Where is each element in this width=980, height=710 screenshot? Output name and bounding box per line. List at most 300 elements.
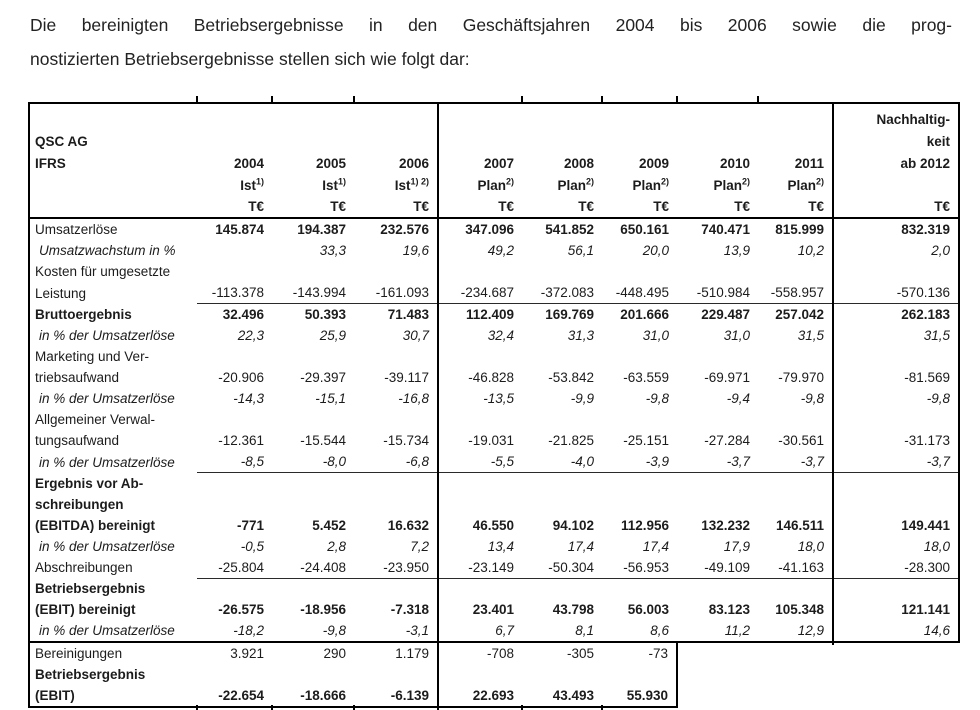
header-cell xyxy=(272,130,354,152)
header-kind xyxy=(197,174,272,196)
value-cell: -19.031 xyxy=(438,430,522,451)
value-cell: 32,4 xyxy=(438,325,522,346)
value-cell: -20.906 xyxy=(218,370,264,385)
value-cell xyxy=(522,578,602,599)
value-cell: 46.550 xyxy=(438,515,522,536)
value-cell: -25.151 xyxy=(623,433,669,448)
value-cell: 1.179 xyxy=(395,646,429,661)
table-row xyxy=(29,240,959,261)
main-table xyxy=(28,102,960,643)
value-cell: 290 xyxy=(323,646,346,661)
value-cell: -18,2 xyxy=(233,623,264,638)
value-cell: -30.561 xyxy=(778,433,824,448)
header-cell xyxy=(197,130,272,152)
value-cell xyxy=(354,409,438,430)
header-unit: T€ xyxy=(248,199,264,214)
value-cell: 229.487 xyxy=(701,307,750,322)
header-unit xyxy=(29,196,197,218)
table-row xyxy=(29,685,677,707)
value-cell xyxy=(833,346,959,367)
row-label: Bereinigungen xyxy=(35,646,123,661)
value-cell xyxy=(522,473,602,494)
value-cell: -31.173 xyxy=(833,430,959,451)
value-cell xyxy=(272,473,354,494)
value-cell: -9,8 xyxy=(833,388,959,409)
value-cell: 33,3 xyxy=(319,243,346,258)
value-cell: -79.970 xyxy=(778,370,824,385)
value-cell xyxy=(522,664,602,685)
value-cell: 5.452 xyxy=(312,517,346,533)
value-cell xyxy=(522,346,602,367)
footnote-marker: 2) xyxy=(741,176,750,187)
value-cell: 18,0 xyxy=(833,536,959,557)
value-cell xyxy=(833,409,959,430)
gridline-tick xyxy=(353,705,355,710)
value-cell xyxy=(677,578,758,599)
value-cell xyxy=(272,261,354,282)
value-cell: -558.957 xyxy=(758,282,833,304)
header-unit: T€ xyxy=(808,199,824,214)
value-cell: 23.401 xyxy=(438,599,522,620)
value-cell: 149.441 xyxy=(833,515,959,536)
value-cell: 257.042 xyxy=(775,307,824,322)
header-unit: T€ xyxy=(734,199,750,214)
value-cell: -6.139 xyxy=(390,688,429,703)
row-label: triebsaufwand xyxy=(35,370,120,385)
header-cell xyxy=(354,130,438,152)
header-row xyxy=(29,152,959,174)
value-cell: -15.734 xyxy=(383,433,429,448)
header-year: 2008 xyxy=(563,156,594,171)
value-cell xyxy=(677,473,758,494)
row-label: Kosten für umgesetzte xyxy=(35,264,171,279)
value-cell: 71.483 xyxy=(387,307,429,322)
value-cell: 13,9 xyxy=(723,243,750,258)
row-label: Allgemeiner Verwal- xyxy=(35,412,156,427)
value-cell: -510.984 xyxy=(677,282,758,304)
value-cell: 232.576 xyxy=(380,222,429,237)
table-row xyxy=(29,282,959,304)
value-cell: -7.318 xyxy=(390,602,429,617)
value-cell: -5,5 xyxy=(438,451,522,473)
header-year: 2005 xyxy=(315,156,346,171)
value-cell: -0,5 xyxy=(240,538,264,554)
value-cell: 17,4 xyxy=(567,538,594,554)
value-cell: 105.348 xyxy=(775,602,824,617)
row-label: tungsaufwand xyxy=(35,433,120,448)
value-cell: 20,0 xyxy=(642,243,669,258)
value-cell: 8,1 xyxy=(575,623,594,638)
gridline-tick xyxy=(271,705,273,710)
value-cell: -49.109 xyxy=(677,557,758,579)
value-cell xyxy=(438,409,522,430)
value-cell: 16.632 xyxy=(387,517,429,533)
value-cell: 3.921 xyxy=(230,646,264,661)
value-cell xyxy=(758,473,833,494)
header-year: 2006 xyxy=(398,156,429,171)
value-cell xyxy=(602,664,677,685)
value-cell: -448.495 xyxy=(602,282,677,304)
header-topline: keit xyxy=(833,130,959,152)
table-row xyxy=(29,515,959,536)
value-cell: 31,3 xyxy=(567,328,594,343)
header-kind xyxy=(354,174,438,196)
header-kind-text: Ist xyxy=(394,178,411,193)
value-cell: 146.511 xyxy=(775,517,824,533)
header-cell xyxy=(758,130,833,152)
header-topline: Nachhaltig- xyxy=(833,103,959,130)
value-cell xyxy=(354,494,438,515)
value-cell: -50.304 xyxy=(522,557,602,579)
header-unit: T€ xyxy=(330,199,346,214)
value-cell xyxy=(438,494,522,515)
value-cell xyxy=(522,494,602,515)
value-cell: -372.083 xyxy=(522,282,602,304)
value-cell xyxy=(272,664,354,685)
footnote-marker: 2) xyxy=(815,176,824,187)
header-kind xyxy=(522,174,602,196)
value-cell xyxy=(272,578,354,599)
header-kind xyxy=(272,174,354,196)
value-cell xyxy=(438,346,522,367)
gridline-tick xyxy=(757,96,759,102)
value-cell: 6,7 xyxy=(438,620,522,642)
header-cell xyxy=(438,103,522,130)
value-cell: -18.956 xyxy=(300,602,346,617)
value-cell: -113.378 xyxy=(197,282,272,304)
value-cell: 17,4 xyxy=(642,538,669,554)
value-cell xyxy=(677,494,758,515)
table-row xyxy=(29,536,959,557)
value-cell xyxy=(833,473,959,494)
value-cell: -3,1 xyxy=(405,623,429,638)
value-cell: -46.828 xyxy=(438,367,522,388)
value-cell: 112.956 xyxy=(620,517,669,533)
value-cell: 347.096 xyxy=(438,218,522,240)
gridline-tick xyxy=(196,96,198,102)
header-unit: T€ xyxy=(438,196,522,218)
header-kind-text: Plan xyxy=(632,178,661,193)
value-cell xyxy=(438,473,522,494)
table-row xyxy=(29,304,959,326)
value-cell: -56.953 xyxy=(602,557,677,579)
value-cell: 740.471 xyxy=(701,222,750,237)
value-cell xyxy=(272,346,354,367)
footnote-marker: 2) xyxy=(505,176,514,187)
value-cell: -3,9 xyxy=(602,451,677,473)
table-row xyxy=(29,578,959,599)
header-kind-text: Plan xyxy=(787,178,816,193)
header-year: 2004 xyxy=(233,156,264,171)
header-cell xyxy=(354,103,438,130)
value-cell: 262.183 xyxy=(833,304,959,326)
value-cell xyxy=(677,261,758,282)
table-row xyxy=(29,664,677,685)
header-kind xyxy=(602,174,677,196)
value-cell xyxy=(197,494,272,515)
value-cell: -28.300 xyxy=(833,557,959,579)
intro-line-2: nostizierten Betriebsergebnisse stellen sich wie folgt dar: xyxy=(30,49,470,69)
header-kind xyxy=(758,174,833,196)
value-cell: 169.769 xyxy=(545,307,594,322)
value-cell xyxy=(354,578,438,599)
row-label: in % der Umsatzerlöse xyxy=(39,391,175,406)
value-cell xyxy=(833,578,959,599)
value-cell xyxy=(602,578,677,599)
value-cell xyxy=(758,494,833,515)
value-cell: -21.825 xyxy=(548,433,594,448)
header-cell xyxy=(29,103,197,130)
intro-line-1: Die bereinigten Betriebsergebnisse in den Geschäftsjahren 2004 bis 2006 sowie die prog- xyxy=(30,15,952,35)
value-cell: 14,6 xyxy=(833,620,959,642)
value-cell xyxy=(438,261,522,282)
header-cell xyxy=(677,130,758,152)
company-name: QSC AG xyxy=(35,134,88,149)
gridline-tick xyxy=(676,96,678,102)
value-cell: 815.999 xyxy=(775,222,824,237)
row-label: (EBIT) xyxy=(35,688,75,703)
value-cell xyxy=(197,473,272,494)
footnote-marker: 2) xyxy=(660,176,669,187)
value-cell: 132.232 xyxy=(701,517,750,533)
header-unit: T€ xyxy=(833,196,959,218)
value-cell xyxy=(197,578,272,599)
table-row xyxy=(29,409,959,430)
value-cell: 83.123 xyxy=(708,602,750,617)
header-cell xyxy=(522,130,602,152)
value-cell: -8,0 xyxy=(272,451,354,473)
value-cell xyxy=(354,473,438,494)
header-cell xyxy=(438,130,522,152)
value-cell: -13,5 xyxy=(438,388,522,409)
value-cell xyxy=(438,664,522,685)
row-label: Marketing und Ver- xyxy=(35,349,150,364)
value-cell xyxy=(833,494,959,515)
value-cell: -4,0 xyxy=(522,451,602,473)
value-cell xyxy=(602,473,677,494)
value-cell: 43.493 xyxy=(552,688,594,703)
header-cell xyxy=(602,130,677,152)
value-cell: -29.397 xyxy=(300,370,346,385)
header-kind-text: Ist xyxy=(240,178,256,193)
row-label: in % der Umsatzerlöse xyxy=(39,328,175,343)
value-cell xyxy=(602,494,677,515)
value-cell: 7,2 xyxy=(410,538,429,554)
value-cell: -41.163 xyxy=(758,557,833,579)
header-kind-text: Plan xyxy=(557,178,586,193)
value-cell: -6,8 xyxy=(354,451,438,473)
header-kind xyxy=(677,174,758,196)
value-cell: 650.161 xyxy=(620,222,669,237)
value-cell: -22.654 xyxy=(218,688,264,703)
value-cell: -12.361 xyxy=(218,433,264,448)
header-kind-text: Plan xyxy=(713,178,742,193)
value-cell: -73 xyxy=(648,646,668,661)
financial-table xyxy=(28,102,968,710)
table-row xyxy=(29,643,677,664)
value-cell xyxy=(272,409,354,430)
value-cell xyxy=(197,664,272,685)
value-cell xyxy=(602,409,677,430)
header-row xyxy=(29,196,959,218)
value-cell: 18,0 xyxy=(797,538,824,554)
row-label: Ergebnis vor Ab- xyxy=(35,475,144,491)
value-cell: 13,4 xyxy=(438,536,522,557)
row-label: Betriebsergebnis xyxy=(35,581,146,596)
value-cell xyxy=(438,578,522,599)
value-cell xyxy=(354,664,438,685)
value-cell: -234.687 xyxy=(438,282,522,304)
row-label: Umsatzwachstum in % xyxy=(39,243,176,258)
value-cell xyxy=(758,261,833,282)
accounting-standard: IFRS xyxy=(35,156,66,171)
footnote-marker: 1) 2) xyxy=(410,176,429,187)
value-cell: -15.544 xyxy=(300,433,346,448)
table-row xyxy=(29,620,959,642)
value-cell: 145.874 xyxy=(215,222,264,237)
row-label: (EBITDA) bereinigt xyxy=(35,517,155,533)
table-row xyxy=(29,388,959,409)
value-cell: 43.798 xyxy=(552,602,594,617)
value-cell xyxy=(197,346,272,367)
value-cell: 56.003 xyxy=(627,602,669,617)
table-row xyxy=(29,494,959,515)
header-cell xyxy=(522,103,602,130)
value-cell: -23.149 xyxy=(438,557,522,579)
value-cell: 22.693 xyxy=(438,685,522,707)
value-cell: 201.666 xyxy=(620,307,669,322)
value-cell: 31,5 xyxy=(833,325,959,346)
value-cell: 30,7 xyxy=(402,328,429,343)
value-cell xyxy=(602,261,677,282)
value-cell: -23.950 xyxy=(354,557,438,579)
value-cell: -9,8 xyxy=(800,391,824,406)
footnote-marker: 2) xyxy=(585,176,594,187)
table-row xyxy=(29,261,959,282)
value-cell: -9,9 xyxy=(570,391,594,406)
value-cell: -161.093 xyxy=(354,282,438,304)
value-cell: -143.994 xyxy=(272,282,354,304)
value-cell xyxy=(758,578,833,599)
header-kind xyxy=(438,174,522,196)
value-cell: -69.971 xyxy=(704,370,750,385)
value-cell: 121.141 xyxy=(833,599,959,620)
value-cell xyxy=(677,346,758,367)
gridline-tick xyxy=(601,705,603,710)
value-cell: 22,3 xyxy=(237,328,264,343)
row-label: in % der Umsatzerlöse xyxy=(39,538,175,554)
value-cell: 19,6 xyxy=(402,243,429,258)
value-cell: 31,0 xyxy=(642,328,669,343)
value-cell: -26.575 xyxy=(218,602,264,617)
header-cell xyxy=(602,103,677,130)
gridline-tick xyxy=(271,96,273,102)
value-cell: -9,4 xyxy=(726,391,750,406)
value-cell: 31,5 xyxy=(797,328,824,343)
value-cell xyxy=(522,409,602,430)
value-cell: 11,2 xyxy=(724,623,750,638)
value-cell: -9,8 xyxy=(645,391,669,406)
header-row xyxy=(29,103,959,130)
header-row xyxy=(29,130,959,152)
gridline-tick xyxy=(521,96,523,102)
value-cell xyxy=(272,494,354,515)
value-cell xyxy=(197,240,272,261)
value-cell: 194.387 xyxy=(297,222,346,237)
value-cell: -3,7 xyxy=(677,451,758,473)
footnote-marker: 1) xyxy=(337,176,346,187)
value-cell xyxy=(197,261,272,282)
table-row xyxy=(29,430,959,451)
value-cell: 32.496 xyxy=(222,307,264,322)
row-label: schreibungen xyxy=(35,496,124,512)
table-row xyxy=(29,599,959,620)
gridline-tick xyxy=(353,96,355,102)
value-cell: -63.559 xyxy=(623,370,669,385)
header-year: 2007 xyxy=(438,152,522,174)
value-cell: -14,3 xyxy=(233,391,264,406)
gridline-tick xyxy=(521,705,523,710)
header-cell xyxy=(197,103,272,130)
value-cell xyxy=(758,346,833,367)
value-cell: -305 xyxy=(566,646,594,661)
value-cell: 8,6 xyxy=(650,623,669,638)
header-unit: T€ xyxy=(413,199,429,214)
value-cell: -81.569 xyxy=(833,367,959,388)
value-cell xyxy=(354,346,438,367)
value-cell: 31,0 xyxy=(723,328,750,343)
row-label: Abschreibungen xyxy=(35,560,133,575)
value-cell: -9,8 xyxy=(322,623,346,638)
header-kind-text: Ist xyxy=(322,178,338,193)
value-cell xyxy=(354,261,438,282)
table-row xyxy=(29,557,959,579)
gridline-tick xyxy=(196,705,198,710)
value-cell: 2,0 xyxy=(833,240,959,261)
header-kind xyxy=(29,174,197,196)
table-row xyxy=(29,367,959,388)
value-cell xyxy=(602,346,677,367)
footnote-marker: 1) xyxy=(255,176,264,187)
value-cell xyxy=(522,261,602,282)
row-label: Bruttoergebnis xyxy=(35,307,132,322)
row-label: (EBIT) bereinigt xyxy=(35,602,136,617)
ebit-reconciliation-table xyxy=(28,643,678,708)
value-cell: -18.666 xyxy=(300,688,346,703)
value-cell: 12,9 xyxy=(797,623,824,638)
value-cell: -25.804 xyxy=(197,557,272,579)
header-cell xyxy=(677,103,758,130)
value-cell: 50.393 xyxy=(304,307,346,322)
header-cell xyxy=(272,103,354,130)
value-cell xyxy=(833,261,959,282)
header-year: 2011 xyxy=(794,156,824,171)
value-cell: 25,9 xyxy=(319,328,346,343)
header-year: 2010 xyxy=(719,156,750,171)
value-cell: -15,1 xyxy=(315,391,346,406)
table-row xyxy=(29,473,959,494)
value-cell xyxy=(677,409,758,430)
gridline-tick xyxy=(601,96,603,102)
row-label: Umsatzerlöse xyxy=(35,222,118,237)
table-row xyxy=(29,325,959,346)
value-cell: -27.284 xyxy=(704,433,750,448)
row-label: Betriebsergebnis xyxy=(35,667,146,682)
value-cell: 17,9 xyxy=(723,538,750,554)
value-cell: 2,8 xyxy=(327,538,346,554)
row-label: in % der Umsatzerlöse xyxy=(39,454,175,470)
header-kind-text: Plan xyxy=(477,178,506,193)
